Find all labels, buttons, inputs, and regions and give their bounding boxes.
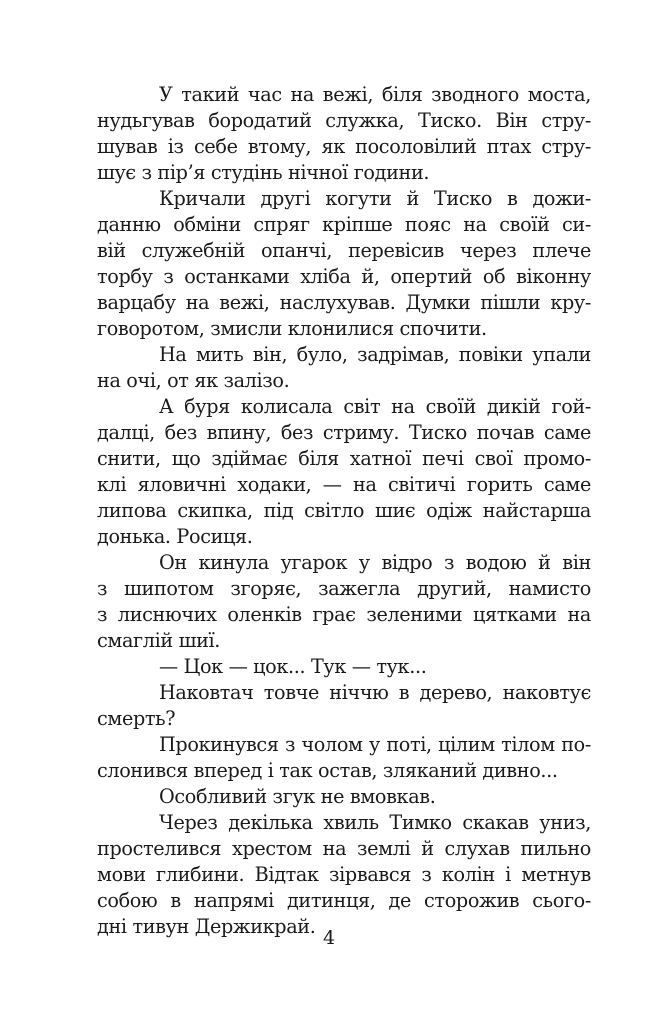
text-line: торбу з останками хліба й, опертий об віконну (97, 265, 591, 288)
text-line: шує з пір’я студінь нічної години. (97, 161, 430, 184)
text-line: Он кинула угарок у відро з водою й він (159, 551, 591, 574)
text-line: простелився хрестом на землі й слухав пильно (97, 837, 591, 860)
text-line: данню обміни спряг кріпше пояс на своїй си- (97, 213, 591, 236)
text-line: смаглій шиї. (97, 629, 221, 652)
text-line: смерть? (97, 707, 176, 730)
text-line: Кричали другі когути й Тиско в дожи- (159, 187, 591, 210)
text-line: Прокинувся з чолом у поті, цілим тілом по- (159, 733, 591, 756)
text-line: шував із себе втому, як посоловілий птах стру- (97, 135, 591, 158)
text-line: снити, що здіймає біля хатної печі свої промо- (97, 447, 591, 470)
page-number: 4 (322, 927, 336, 949)
text-line: Особливий згук не вмовкав. (159, 785, 436, 808)
text-line: з шипотом згоряє, зажегла другий, намисто (97, 577, 591, 600)
text-line: дні тивун Держикрай. (97, 915, 316, 938)
body-text (97, 82, 591, 940)
text-line: Наковтач товче ніччю в дерево, наковтує (159, 681, 591, 704)
text-line: На мить він, було, задрімав, повіки упали (159, 343, 591, 366)
text-line: говоротом, змисли клонилися спочити. (97, 317, 487, 340)
text-line: далці, без впину, без стриму. Тиско почав саме (97, 421, 591, 444)
text-line: слонився вперед і так остав, зляканий дивно... (97, 759, 558, 782)
text-line: клі яловичні ходаки, — на світичі горить саме (97, 473, 591, 496)
text-line: липова скипка, під світло шиє одіж найстарша (97, 499, 591, 522)
text-line: донька. Росиця. (97, 525, 253, 548)
text-line: А буря колисала світ на своїй дикій гой- (159, 395, 591, 418)
text-line: собою в напрямі дитинця, де сторожив сього- (97, 889, 591, 912)
text-line: нудьгував бородатий служка, Тиско. Він стру- (97, 109, 591, 132)
text-line: на очі, от як залізо. (97, 369, 290, 392)
text-line: варцабу на вежі, наслухував. Думки пішли кру- (97, 291, 591, 314)
text-line: вій служебній опанчі, перевісив через плече (97, 239, 591, 262)
text-line: з лиснючих оленків грає зеленими цятками на (97, 603, 591, 626)
text-line: — Цок — цок... Тук — тук... (159, 655, 427, 678)
text-line: Через декілька хвиль Тимко скакав униз, (159, 811, 591, 834)
text-line: мови глибини. Відтак зірвався з колін і метнув (97, 863, 591, 886)
text-line: У такий час на вежі, біля зводного моста, (159, 83, 591, 106)
